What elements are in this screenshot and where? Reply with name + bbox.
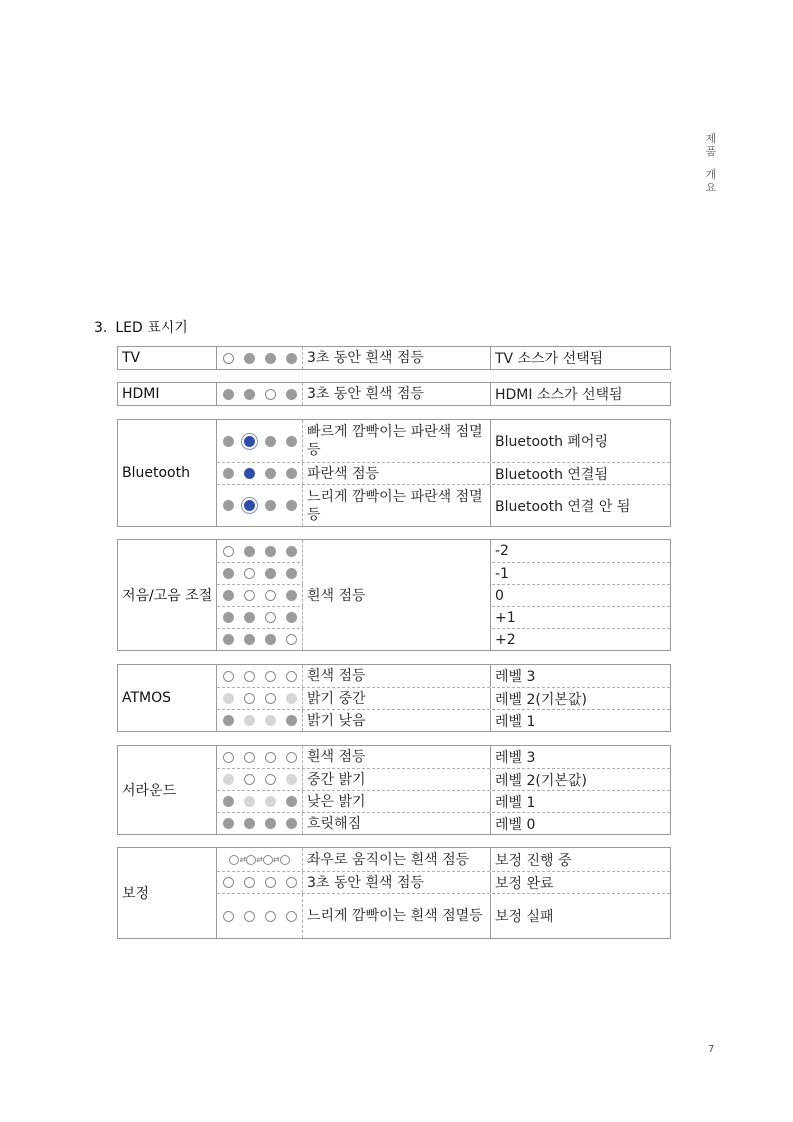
led-meaning: Bluetooth 페어링: [495, 434, 608, 450]
led-pattern: [217, 746, 303, 768]
led-pattern: [217, 769, 303, 790]
led-white-icon: [223, 671, 234, 682]
table-row: [217, 812, 670, 834]
led-group: [117, 847, 671, 939]
led-meaning: -2: [495, 543, 509, 559]
led-blink-icon: [244, 500, 255, 511]
led-white-icon: [223, 877, 234, 888]
led-white-icon: [244, 774, 255, 785]
led-off-icon: [265, 546, 276, 557]
led-white-icon: [223, 353, 234, 364]
led-dim-icon: [244, 796, 255, 807]
section-heading: [94, 317, 188, 337]
led-pattern: [217, 585, 303, 606]
led-off-icon: [265, 353, 276, 364]
led-meaning: -1: [495, 565, 509, 582]
led-off-icon: [286, 353, 297, 364]
led-white-icon: [244, 693, 255, 704]
arrow-icon: ⇄: [272, 855, 280, 864]
led-description: 밝기 낮음: [303, 710, 491, 731]
led-description: 파란색 점등: [303, 463, 491, 484]
led-description: 느리게 깜빡이는 흰색 점멸등: [303, 894, 491, 938]
led-off-icon: [286, 500, 297, 511]
led-off-icon: [265, 818, 276, 829]
led-group: [117, 382, 671, 406]
table-row: [217, 484, 670, 526]
led-white-icon: [265, 612, 276, 623]
led-meaning: 레벨 1: [495, 794, 536, 811]
group-name: 저음/고음 조절: [118, 540, 217, 650]
led-blink-icon: [244, 436, 255, 447]
led-off-icon: [223, 634, 234, 645]
led-move-icon: [229, 855, 239, 865]
led-white-icon: [265, 877, 276, 888]
led-white-icon: [265, 671, 276, 682]
led-group: [117, 346, 671, 370]
led-white-icon: [265, 693, 276, 704]
table-row: [217, 347, 670, 369]
led-pattern: [217, 872, 303, 893]
led-meaning: 레벨 2(기본값): [495, 691, 587, 708]
led-meaning: 레벨 0: [495, 816, 536, 833]
led-off-icon: [223, 436, 234, 447]
led-pattern: [217, 629, 303, 650]
led-pattern: [217, 791, 303, 812]
led-white-icon: [265, 590, 276, 601]
table-row: [217, 420, 670, 462]
led-group: [117, 664, 671, 732]
led-off-icon: [223, 500, 234, 511]
led-white-icon: [286, 634, 297, 645]
led-meaning: 보정 진행 중: [495, 852, 572, 869]
led-off-icon: [286, 389, 297, 400]
arrow-icon: ⇄: [239, 855, 247, 864]
led-pattern: [217, 347, 303, 369]
led-off-icon: [265, 500, 276, 511]
led-description: 밝기 중간: [303, 688, 491, 709]
led-off-icon: [286, 796, 297, 807]
led-off-icon: [244, 353, 255, 364]
led-dim-icon: [265, 715, 276, 726]
led-move-icon: [263, 855, 273, 865]
led-off-icon: [286, 546, 297, 557]
led-white-icon: [244, 568, 255, 579]
led-off-icon: [223, 590, 234, 601]
led-white-icon: [265, 752, 276, 763]
led-meaning: Bluetooth 연결 안 됨: [495, 498, 631, 515]
led-off-icon: [286, 436, 297, 447]
led-white-icon: [265, 389, 276, 400]
led-white-icon: [244, 877, 255, 888]
table-row: [217, 768, 670, 790]
table-row: [217, 790, 670, 812]
led-dim-icon: [244, 715, 255, 726]
led-meaning: +1: [495, 609, 516, 626]
led-group: [117, 745, 671, 835]
led-off-icon: [223, 818, 234, 829]
led-pattern: [217, 710, 303, 731]
led-off-icon: [286, 590, 297, 601]
table-row: [217, 709, 670, 731]
group-name: ATMOS: [118, 665, 217, 731]
led-meaning: 레벨 1: [495, 713, 536, 730]
led-meaning: 보정 실패: [495, 909, 554, 925]
led-description: 흰색 점등: [303, 540, 491, 650]
led-pattern: [217, 383, 303, 405]
led-white-icon: [244, 752, 255, 763]
led-description: 3초 동안 흰색 점등: [303, 347, 491, 369]
led-white-icon: [244, 590, 255, 601]
led-off-icon: [223, 612, 234, 623]
led-pattern: [217, 894, 303, 938]
led-off-icon: [223, 715, 234, 726]
led-meaning: +2: [495, 631, 516, 648]
led-pattern: [217, 463, 303, 484]
led-meaning: TV 소스가 선택됨: [495, 351, 604, 367]
led-off-icon: [286, 612, 297, 623]
section-title: LED 표시기: [115, 320, 188, 336]
led-dim-icon: [223, 693, 234, 704]
led-description: 느리게 깜빡이는 파란색 점멸등: [303, 485, 491, 526]
group-name: 서라운드: [118, 746, 217, 834]
led-white-icon: [286, 877, 297, 888]
led-white-icon: [265, 774, 276, 785]
led-meaning: Bluetooth 연결됨: [495, 466, 608, 483]
led-off-icon: [223, 568, 234, 579]
table-row: [217, 893, 670, 938]
led-white-icon: [223, 752, 234, 763]
section-number: 3.: [94, 320, 108, 336]
led-description: 흰색 점등: [303, 665, 491, 687]
led-off-icon: [244, 389, 255, 400]
led-off-icon: [286, 468, 297, 479]
led-dim-icon: [286, 774, 297, 785]
led-group: [117, 539, 671, 651]
table-row: [217, 746, 670, 768]
led-off-icon: [286, 715, 297, 726]
led-pattern: [217, 563, 303, 584]
led-meaning: HDMI 소스가 선택됨: [495, 387, 623, 403]
led-off-icon: [265, 634, 276, 645]
led-off-icon: [265, 436, 276, 447]
led-description: 흰색 점등: [303, 746, 491, 768]
group-name: 보정: [118, 848, 217, 938]
led-blue-icon: [244, 468, 255, 479]
led-description: 3초 동안 흰색 점등: [303, 383, 491, 405]
led-description: 낮은 밝기: [303, 791, 491, 812]
led-meaning: 보정 완료: [495, 875, 554, 892]
led-white-icon: [223, 911, 234, 922]
led-dim-icon: [265, 796, 276, 807]
led-meaning: 레벨 3: [495, 750, 536, 766]
table-row: [217, 687, 670, 709]
group-name: TV: [118, 347, 217, 369]
led-description: 흐릿해짐: [303, 813, 491, 834]
led-meaning: 레벨 2(기본값): [495, 772, 587, 789]
led-white-icon: [244, 671, 255, 682]
side-chapter-label: 제 품 개 요: [705, 132, 717, 194]
table-row: [217, 462, 670, 484]
led-meaning: 레벨 3: [495, 669, 536, 685]
led-pattern: [217, 420, 303, 462]
led-off-icon: [286, 818, 297, 829]
led-description: 중간 밝기: [303, 769, 491, 790]
table-row: [217, 383, 670, 405]
led-off-icon: [244, 546, 255, 557]
led-pattern: [217, 688, 303, 709]
led-off-icon: [244, 612, 255, 623]
led-pattern: [217, 665, 303, 687]
led-group: [117, 419, 671, 527]
arrow-icon: ⇄: [256, 855, 263, 864]
led-off-icon: [265, 468, 276, 479]
led-move-icon: [246, 855, 256, 865]
table-row: [217, 848, 670, 871]
led-off-icon: [244, 634, 255, 645]
led-off-icon: [244, 818, 255, 829]
led-white-icon: [265, 911, 276, 922]
led-pattern: [217, 540, 303, 562]
led-description: 좌우로 움직이는 흰색 점등: [303, 848, 491, 871]
led-pattern: [217, 485, 303, 526]
led-white-icon: [286, 671, 297, 682]
led-description: 3초 동안 흰색 점등: [303, 872, 491, 893]
led-dim-icon: [223, 774, 234, 785]
led-off-icon: [223, 389, 234, 400]
led-white-icon: [286, 752, 297, 763]
table-row: [217, 665, 670, 687]
group-name: Bluetooth: [118, 420, 217, 526]
group-name: HDMI: [118, 383, 217, 405]
page-number: 7: [708, 1044, 715, 1055]
led-pattern: [217, 607, 303, 628]
led-white-icon: [244, 911, 255, 922]
led-description: 빠르게 깜빡이는 파란색 점멸등: [303, 420, 491, 462]
led-dim-icon: [286, 693, 297, 704]
led-pattern: [217, 813, 303, 834]
led-pattern: [217, 848, 303, 871]
led-white-icon: [286, 911, 297, 922]
led-meaning: 0: [495, 587, 504, 604]
led-off-icon: [286, 568, 297, 579]
table-row: [217, 871, 670, 893]
led-off-icon: [223, 468, 234, 479]
led-off-icon: [223, 796, 234, 807]
led-off-icon: [265, 568, 276, 579]
led-move-icon: [280, 855, 290, 865]
led-white-icon: [223, 546, 234, 557]
